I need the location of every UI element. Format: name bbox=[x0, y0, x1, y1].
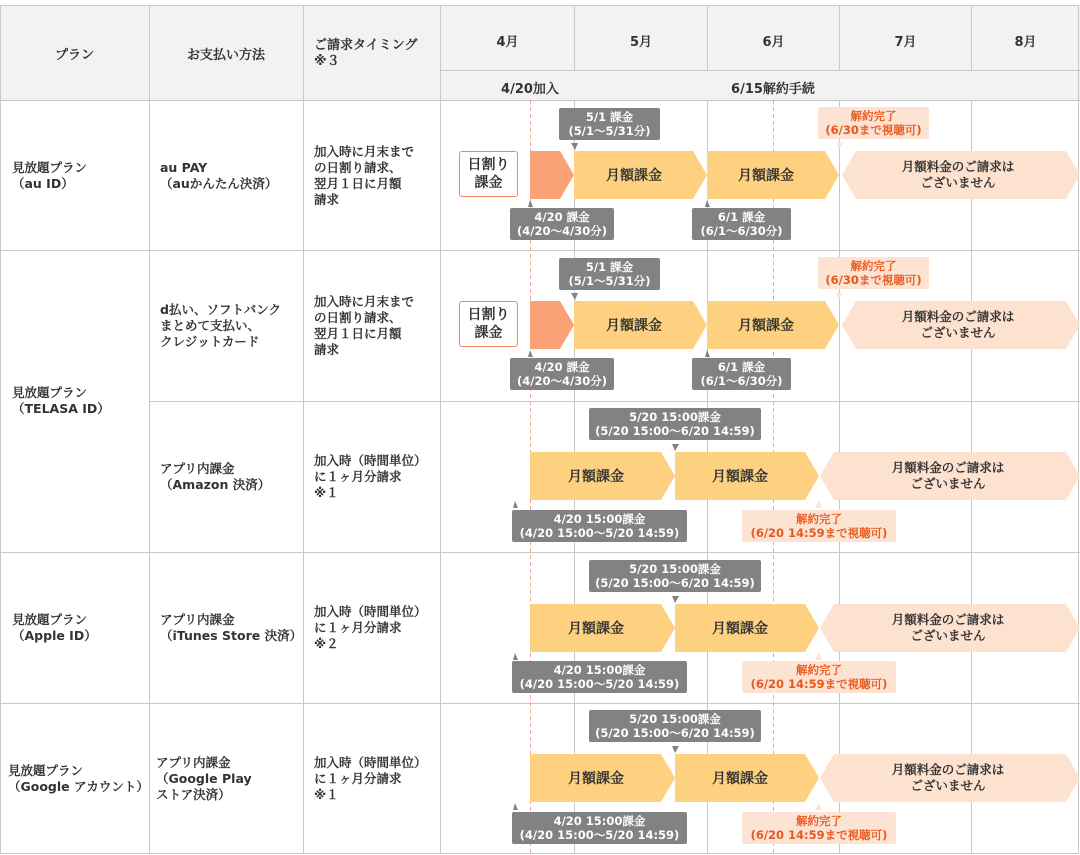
no-charge-text: 月額料金のご請求は ございません bbox=[891, 762, 1005, 793]
monthly-charge-label-2: 月額課金 bbox=[712, 621, 768, 637]
monthly-charge-label-1: 月額課金 bbox=[568, 621, 624, 637]
plan-telasa-line2: （TELASA ID） bbox=[12, 401, 110, 416]
plan-au-line2: （au ID） bbox=[12, 176, 74, 191]
payment-row-1: au PAY （auかんたん決済） bbox=[160, 160, 278, 191]
join-marker-label: 4/20加入 bbox=[501, 82, 559, 97]
plan-apple-line2: （Apple ID） bbox=[12, 628, 97, 643]
callout-top: 5/20 15:00課金 (5/20 15:00～6/20 14:59) bbox=[589, 710, 761, 742]
header-timing bbox=[314, 38, 438, 70]
plan-telasa-line1: 見放題プラン bbox=[12, 385, 88, 400]
callout-bottom-1: 4/20 15:00課金 (4/20 15:00～5/20 14:59) bbox=[512, 510, 687, 542]
cancel-marker-label: 6/15解約手続 bbox=[731, 82, 815, 97]
payment-row-2: d払い、ソフトバンク まとめて支払い、 クレジットカード bbox=[160, 302, 281, 349]
monthly-charge-label-2: 月額課金 bbox=[712, 469, 768, 485]
cancel-complete-label: 解約完了 (6/20 14:59まで視聴可) bbox=[742, 661, 896, 693]
callout-top: 5/1 課金 (5/1～5/31分) bbox=[559, 108, 660, 140]
callout-top: 5/1 課金 (5/1～5/31分) bbox=[559, 258, 660, 290]
daily-charge-label: 日割り 課金 bbox=[459, 301, 518, 347]
cancel-complete-label: 解約完了 (6/30まで視聴可) bbox=[818, 257, 929, 289]
plan-telasa bbox=[12, 385, 110, 417]
daily-charge-shape bbox=[530, 151, 574, 199]
monthly-charge-label-2: 月額課金 bbox=[712, 771, 768, 787]
monthly-charge-label-1: 月額課金 bbox=[606, 168, 662, 184]
monthly-charge-label-1: 月額課金 bbox=[568, 771, 624, 787]
timing-row-3: 加入時（時間単位） に１ヶ月分請求 ※１ bbox=[314, 453, 427, 500]
plan-au-line1: 見放題プラン bbox=[12, 160, 88, 175]
plan-au bbox=[12, 160, 87, 192]
callout-bottom-1: 4/20 15:00課金 (4/20 15:00～5/20 14:59) bbox=[512, 661, 687, 693]
payment-row-4: アプリ内課金 （iTunes Store 決済） bbox=[160, 612, 303, 643]
month-apr: 4月 bbox=[496, 35, 519, 50]
plan-google bbox=[8, 763, 149, 795]
payment-row-3: アプリ内課金 （Amazon 決済） bbox=[160, 461, 271, 492]
plan-google-line2: （Google アカウント） bbox=[8, 779, 149, 794]
no-charge-text: 月額料金のご請求は ございません bbox=[891, 460, 1005, 491]
callout-bottom-1: 4/20 15:00課金 (4/20 15:00～5/20 14:59) bbox=[512, 812, 687, 844]
daily-charge-label: 日割り 課金 bbox=[459, 151, 518, 197]
no-charge-text: 月額料金のご請求は ございません bbox=[891, 612, 1005, 643]
cancel-complete-label: 解約完了 (6/30まで視聴可) bbox=[818, 107, 929, 139]
month-aug: 8月 bbox=[1014, 35, 1037, 50]
monthly-charge-label-2: 月額課金 bbox=[738, 168, 794, 184]
callout-bottom-2: 6/1 課金 (6/1～6/30分) bbox=[692, 358, 791, 390]
callout-top: 5/20 15:00課金 (5/20 15:00～6/20 14:59) bbox=[589, 408, 761, 440]
header-timing-line1: ご請求タイミング bbox=[314, 38, 418, 53]
monthly-charge-label-1: 月額課金 bbox=[606, 318, 662, 334]
monthly-charge-label-1: 月額課金 bbox=[568, 469, 624, 485]
no-charge-text: 月額料金のご請求は ございません bbox=[901, 309, 1015, 340]
plan-google-line1: 見放題プラン bbox=[8, 763, 84, 778]
no-charge-text: 月額料金のご請求は ございません bbox=[901, 159, 1015, 190]
month-jul: 7月 bbox=[894, 35, 917, 50]
cancel-complete-label: 解約完了 (6/20 14:59まで視聴可) bbox=[742, 812, 896, 844]
header-payment: お支払い方法 bbox=[186, 48, 265, 63]
callout-top: 5/20 15:00課金 (5/20 15:00～6/20 14:59) bbox=[589, 560, 761, 592]
callout-bottom-2: 6/1 課金 (6/1～6/30分) bbox=[692, 208, 791, 240]
daily-charge-shape bbox=[530, 301, 574, 349]
month-jun: 6月 bbox=[762, 35, 785, 50]
timing-row-1: 加入時に月末まで の日割り請求、 翌月１日に月額 請求 bbox=[314, 144, 415, 207]
timing-row-2: 加入時に月末まで の日割り請求、 翌月１日に月額 請求 bbox=[314, 294, 415, 357]
cancel-complete-label: 解約完了 (6/20 14:59まで視聴可) bbox=[742, 510, 896, 542]
monthly-charge-label-2: 月額課金 bbox=[738, 318, 794, 334]
header-timing-line2: ※３ bbox=[314, 54, 340, 69]
plan-apple-line1: 見放題プラン bbox=[12, 612, 88, 627]
plan-apple bbox=[12, 612, 97, 644]
timing-row-5: 加入時（時間単位） に１ヶ月分請求 ※１ bbox=[314, 755, 427, 802]
callout-bottom-1: 4/20 課金 (4/20～4/30分) bbox=[510, 208, 614, 240]
header-plan: プラン bbox=[54, 48, 94, 63]
payment-row-5: アプリ内課金 （Google Play ストア決済） bbox=[156, 755, 252, 802]
month-may: 5月 bbox=[629, 35, 653, 50]
callout-bottom-1: 4/20 課金 (4/20～4/30分) bbox=[510, 358, 614, 390]
timing-row-4: 加入時（時間単位） に１ヶ月分請求 ※２ bbox=[314, 604, 427, 651]
